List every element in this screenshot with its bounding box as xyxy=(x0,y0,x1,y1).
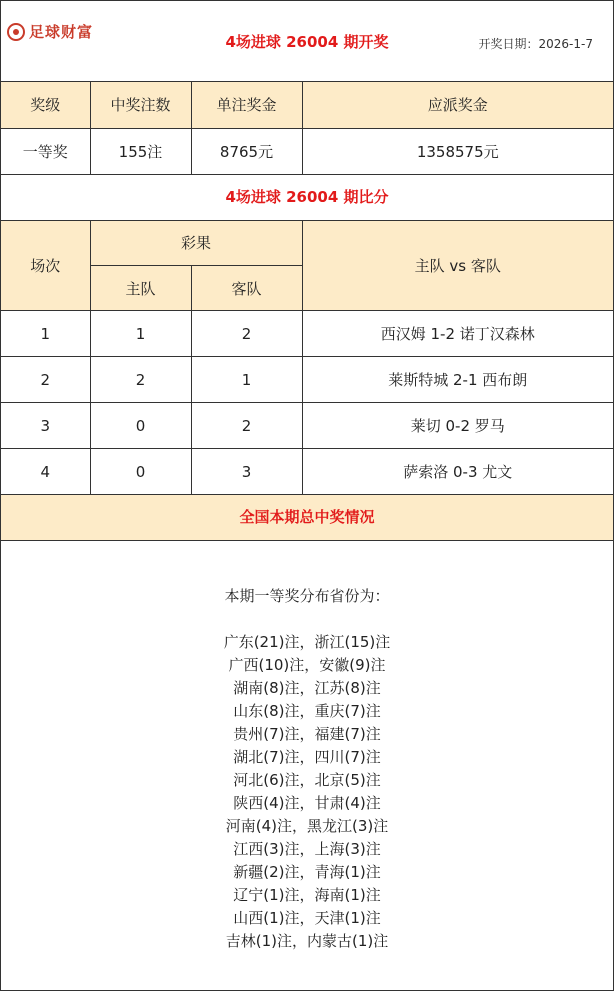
score-table-header-row xyxy=(1,221,613,266)
distribution-intro: 本期一等奖分布省份为： xyxy=(224,587,390,605)
province-line: 广西(10)注，安徽(9)注 xyxy=(228,656,386,674)
table-row xyxy=(1,357,613,403)
home-goals: 0 xyxy=(90,403,191,449)
col-header-away: 客队 xyxy=(191,266,302,311)
col-header-single-prize: 单注奖金 xyxy=(191,82,302,128)
col-header-teams: 主队 vs 客队 xyxy=(302,221,613,311)
table-row xyxy=(1,403,613,449)
province-line: 江西(3)注，上海(3)注 xyxy=(233,840,381,858)
match-teams: 莱切 0-2 罗马 xyxy=(302,403,613,449)
province-line: 吉林(1)注，内蒙古(1)注 xyxy=(225,932,389,950)
province-line: 湖南(8)注，江苏(8)注 xyxy=(233,679,381,697)
province-line: 辽宁(1)注，海南(1)注 xyxy=(233,886,381,904)
away-goals: 1 xyxy=(191,357,302,403)
match-no: 1 xyxy=(1,311,90,357)
page-header xyxy=(1,1,613,82)
match-no: 3 xyxy=(1,403,90,449)
score-table xyxy=(1,221,613,496)
score-section-title: 4场进球 26004 期比分 xyxy=(1,175,613,221)
home-goals: 1 xyxy=(90,311,191,357)
province-line: 广东(21)注，浙江(15)注 xyxy=(223,633,391,651)
total-payout: 1358575元 xyxy=(302,128,613,174)
match-no: 2 xyxy=(1,357,90,403)
col-header-prize-level: 奖级 xyxy=(1,82,90,128)
match-teams: 莱斯特城 2-1 西布朗 xyxy=(302,357,613,403)
page-title: 4场进球 26004 期开奖 xyxy=(225,33,389,51)
brand-name: 足球财富 xyxy=(29,23,94,41)
col-header-home: 主队 xyxy=(90,266,191,311)
match-teams: 萨索洛 0-3 尤文 xyxy=(302,449,613,495)
province-line: 新疆(2)注，青海(1)注 xyxy=(233,863,381,881)
province-line: 湖北(7)注，四川(7)注 xyxy=(233,748,381,766)
match-teams: 西汉姆 1-2 诺丁汉森林 xyxy=(302,311,613,357)
prize-table-header-row xyxy=(1,82,613,128)
away-goals: 2 xyxy=(191,403,302,449)
col-header-match-no: 场次 xyxy=(1,221,90,311)
away-goals: 2 xyxy=(191,311,302,357)
table-row xyxy=(1,449,613,495)
prize-level: 一等奖 xyxy=(1,128,90,174)
national-section-title: 全国本期总中奖情况 xyxy=(1,495,613,541)
prize-table xyxy=(1,82,613,175)
winning-count: 155注 xyxy=(90,128,191,174)
province-line: 山西(1)注，天津(1)注 xyxy=(233,909,381,927)
col-header-winning-count: 中奖注数 xyxy=(90,82,191,128)
province-line: 陕西(4)注，甘肃(4)注 xyxy=(233,794,381,812)
province-line: 河南(4)注，黑龙江(3)注 xyxy=(225,817,389,835)
draw-date: 开奖日期：2026-1-7 xyxy=(478,37,593,51)
province-line: 山东(8)注，重庆(7)注 xyxy=(233,702,381,720)
col-header-total-payout: 应派奖金 xyxy=(302,82,613,128)
single-prize: 8765元 xyxy=(191,128,302,174)
home-goals: 2 xyxy=(90,357,191,403)
col-header-result: 彩果 xyxy=(90,221,302,266)
province-line: 河北(6)注，北京(5)注 xyxy=(233,771,381,789)
away-goals: 3 xyxy=(191,449,302,495)
match-no: 4 xyxy=(1,449,90,495)
table-row xyxy=(1,311,613,357)
province-line: 贵州(7)注，福建(7)注 xyxy=(233,725,381,743)
home-goals: 0 xyxy=(90,449,191,495)
prize-table-row xyxy=(1,128,613,174)
province-distribution xyxy=(1,541,613,953)
